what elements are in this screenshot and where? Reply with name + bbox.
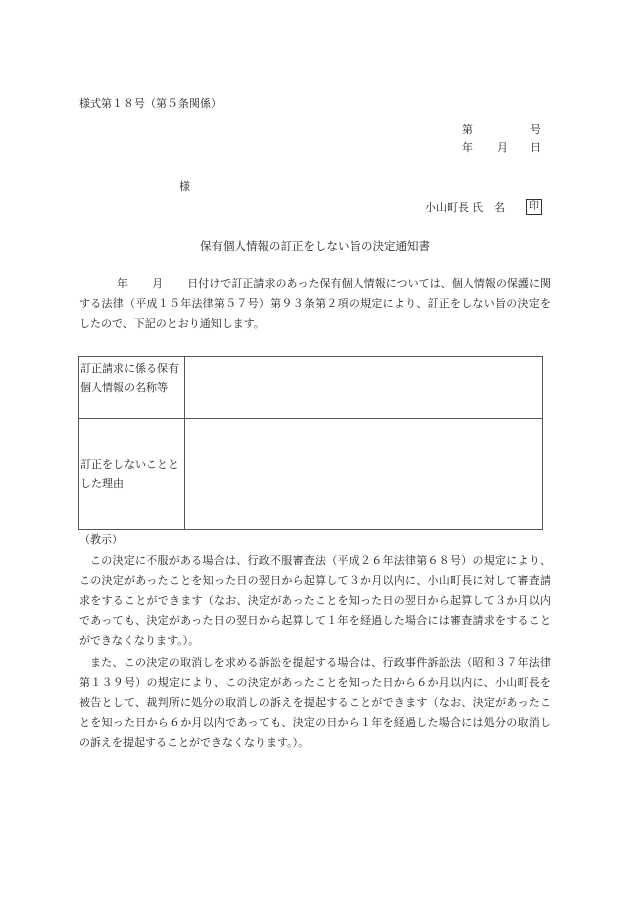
table-label-cell — [79, 419, 185, 530]
date-day: 日 — [530, 141, 541, 154]
doc-no-prefix: 第 — [462, 123, 473, 136]
notice-paragraph-1: この決定に不服がある場合は、行政不服審査法（平成２６年法律第６８号）の規定により、この決定があったことを知った日の翌日から起算して３か月以内に、小山町長に対して審査請求をすることができます（なお、決定があったことを知った日の翌日から起算して３か月以内であっても、決定があった日の翌日から起算して１年を経過した場合には審査請求をすることができなくなります。）。 — [79, 554, 551, 647]
doc-no-suffix: 号 — [530, 123, 541, 136]
table-row — [79, 419, 543, 530]
notice-heading: （教示） — [79, 533, 123, 546]
body-text: 日付けで訂正請求のあった保有個人情報については、個人情報の保護に関する法律（平成１５年法律第５７号）第９３条第２項の規定により、訂正をしない旨の決定をしたので、下記のとおり通知します。 — [79, 277, 552, 330]
table-label-cell — [79, 357, 185, 419]
sender-title: 小山町長 — [425, 201, 469, 214]
body-paragraph — [79, 274, 551, 334]
body-date-year: 年 — [117, 277, 129, 290]
sender-name-label: 氏 名 — [472, 201, 505, 214]
seal-icon: 印 — [526, 199, 542, 215]
date-year: 年 — [462, 141, 473, 154]
table-label-reason: 訂正をしないこととした理由 — [80, 458, 179, 490]
table-value-cell — [185, 357, 543, 419]
table-value-cell — [185, 419, 543, 530]
body-date-month: 月 — [152, 277, 164, 290]
date-month: 月 — [497, 141, 508, 154]
table-row — [79, 357, 543, 419]
form-number: 様式第１８号（第５条関係） — [79, 97, 222, 110]
document-title: 保有個人情報の訂正をしない旨の決定通知書 — [200, 239, 430, 253]
notice-paragraph-2: また、この決定の取消しを求める訴訟を提起する場合は、行政事件訴訟法（昭和３７年法律第１３９号）の規定により、この決定があったことを知った日から６か月以内に、小山町長を被告として、裁判所に処分の取消しの訴えを提起することができます（なお、決定があったことを知った日から６か月以内であっても、決定の日から１年を経過した場合には処分の取消しの訴えを提起することができなくなります。）。 — [79, 656, 551, 749]
table-label-name: 訂正請求に係る保有個人情報の名称等 — [80, 362, 179, 394]
info-table — [78, 356, 543, 530]
seal-mark — [526, 199, 542, 215]
addressee-suffix: 様 — [179, 180, 190, 193]
